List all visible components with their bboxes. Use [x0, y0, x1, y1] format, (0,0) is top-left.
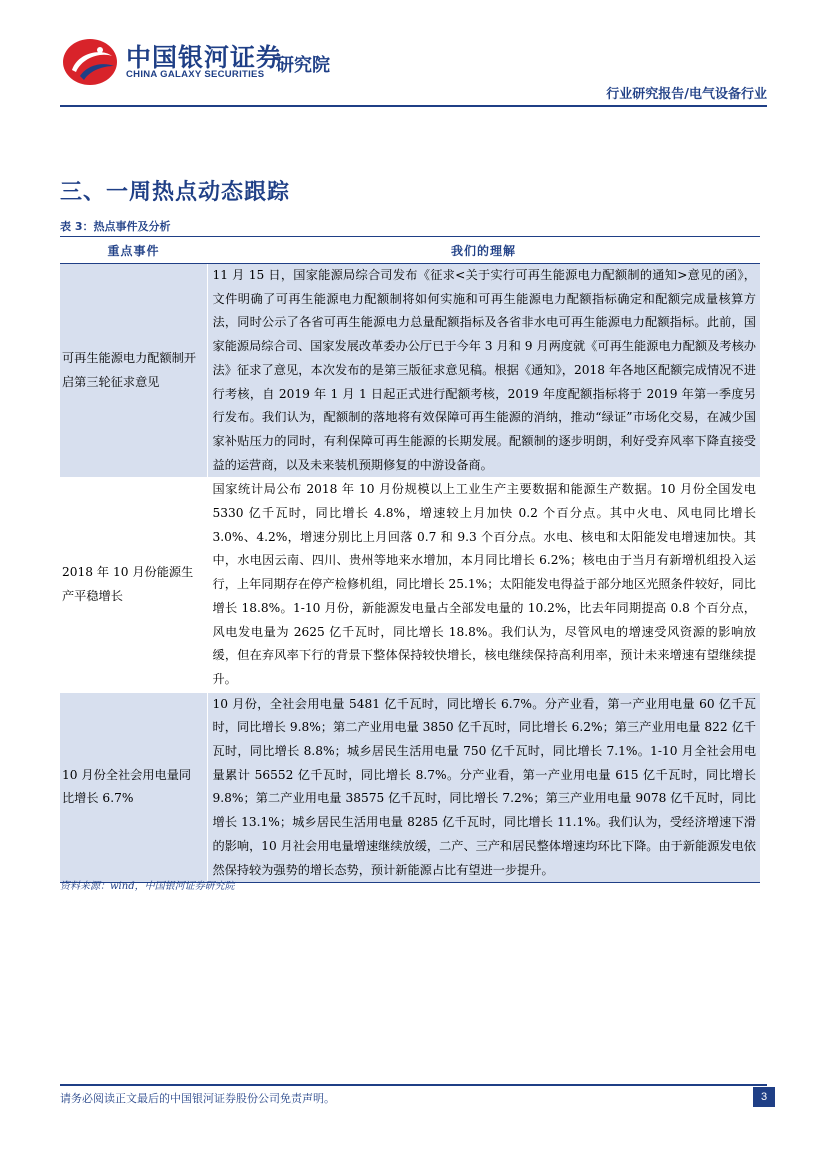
institute-label: 研究院 — [276, 55, 330, 76]
table-row — [60, 692, 760, 883]
table-row — [60, 264, 760, 478]
table-caption: 表 3：热点事件及分析 — [60, 220, 171, 233]
analysis-cell: 10 月份，全社会用电量 5481 亿千瓦时，同比增长 6.7%。分产业看，第一产业用电量 60 亿千瓦时，同比增长 9.8%；第二产业用电量 3850 亿千瓦时，同比增长 6.2%；第三产业用电量 822 亿千瓦时，同比增长 8.8%；城乡居民生活用电量 750 亿千瓦时，同比增长 7.1%。1-10 月全社会用电量累计 56552 亿千瓦时，同比增长 8.7%。分产业看，第一产业用电量 615 亿千瓦时，同比增长 9.8%；第二产业用电量 38575 亿千瓦时，同比增长 7.2%；第三产业用电量 9078 亿千瓦时，同比增长 13.1%；城乡居民生活用电量 8285 亿千瓦时，同比增长 11.1%。我们认为，受经济增速下滑的影响，10 月社会用电量增速继续放缓，二产、三产和居民整体增速均环比下降。由于新能源发电依然保持较为强势的增长态势，预计新能源占比有望进一步提升。 — [207, 692, 760, 883]
event-cell: 可再生能源电力配额制开启第三轮征求意见 — [60, 264, 207, 478]
source-note: 资料来源：wind，中国银河证券研究院 — [60, 881, 235, 892]
footer-divider — [60, 1084, 767, 1086]
analysis-cell: 11 月 15 日，国家能源局综合司发布《征求<关于实行可再生能源电力配额制的通知>意见的函》，文件明确了可再生能源电力配额制将如何实施和可再生能源电力配额指标确定和配额完成量核算方法，同时公示了各省可再生能源电力总量配额指标及各省非水电可再生能源电力配额指标。此前，国家能源局综合司、国家发展改革委办公厅已于今年 3 月和 9 月两度就《可再生能源电力配额及考核办法》征求了意见，本次发布的是第三版征求意见稿。根据《通知》，2018 年各地区配额完成情况不进行考核，自 2019 年 1 月 1 日起正式进行配额考核，2019 年度配额指标将于 2019 年第一季度另行发布。我们认为，配额制的落地将有效保障可再生能源的消纳，推动“绿证”市场化交易，在减少国家补贴压力的同时，有利保障可再生能源的长期发展。配额制的逐步明朗，利好受弃风率下降直接受益的运营商，以及未来装机预期修复的中游设备商。 — [207, 264, 760, 478]
page-number: 3 — [753, 1087, 775, 1107]
disclaimer-text: 请务必阅读正文最后的中国银河证券股份公司免责声明。 — [60, 1092, 335, 1105]
table-row — [60, 478, 760, 692]
section-title: 三、一周热点动态跟踪 — [60, 180, 291, 205]
event-cell: 2018 年 10 月份能源生产平稳增长 — [60, 478, 207, 692]
hot-events-table — [60, 236, 760, 883]
column-header-event: 重点事件 — [60, 237, 207, 264]
table-header-row — [60, 237, 760, 264]
event-cell: 10 月份全社会用电量同比增长 6.7% — [60, 692, 207, 883]
column-header-understanding: 我们的理解 — [207, 237, 760, 264]
brand-name-cn: 中国银河证券 — [126, 43, 283, 72]
brand-name-en: CHINA GALAXY SECURITIES — [126, 69, 265, 80]
galaxy-logo-icon — [60, 36, 120, 88]
header-divider — [60, 105, 767, 107]
analysis-cell: 国家统计局公布 2018 年 10 月份规模以上工业生产主要数据和能源生产数据。10 月份全国发电 5330 亿千瓦时，同比增长 4.8%，增速较上月加快 0.2 个百分点。其中火电、风电同比增长 3.0%、4.2%，增速分别比上月回落 0.7 和 9.3 个百分点。水电、核电和太阳能发电增速加快。其中，水电因云南、四川、贵州等地来水增加，本月同比增长 6.2%；核电由于当月有新增机组投入运行，上年同期存在停产检修机组，同比增长 25.1%；太阳能发电得益于部分地区光照条件较好，同比增长 18.8%。1-10 月份，新能源发电量占全部发电量的 10.2%，比去年同期提高 0.8 个百分点，风电发电量为 2625 亿千瓦时，同比增长 18.8%。我们认为，尽管风电的增速受风资源的影响放缓，但在弃风率下行的背景下整体保持较快增长，核电继续保持高利用率，预计未来增速有望继续提升。 — [207, 478, 760, 692]
report-type: 行业研究报告/电气设备行业 — [606, 87, 767, 102]
